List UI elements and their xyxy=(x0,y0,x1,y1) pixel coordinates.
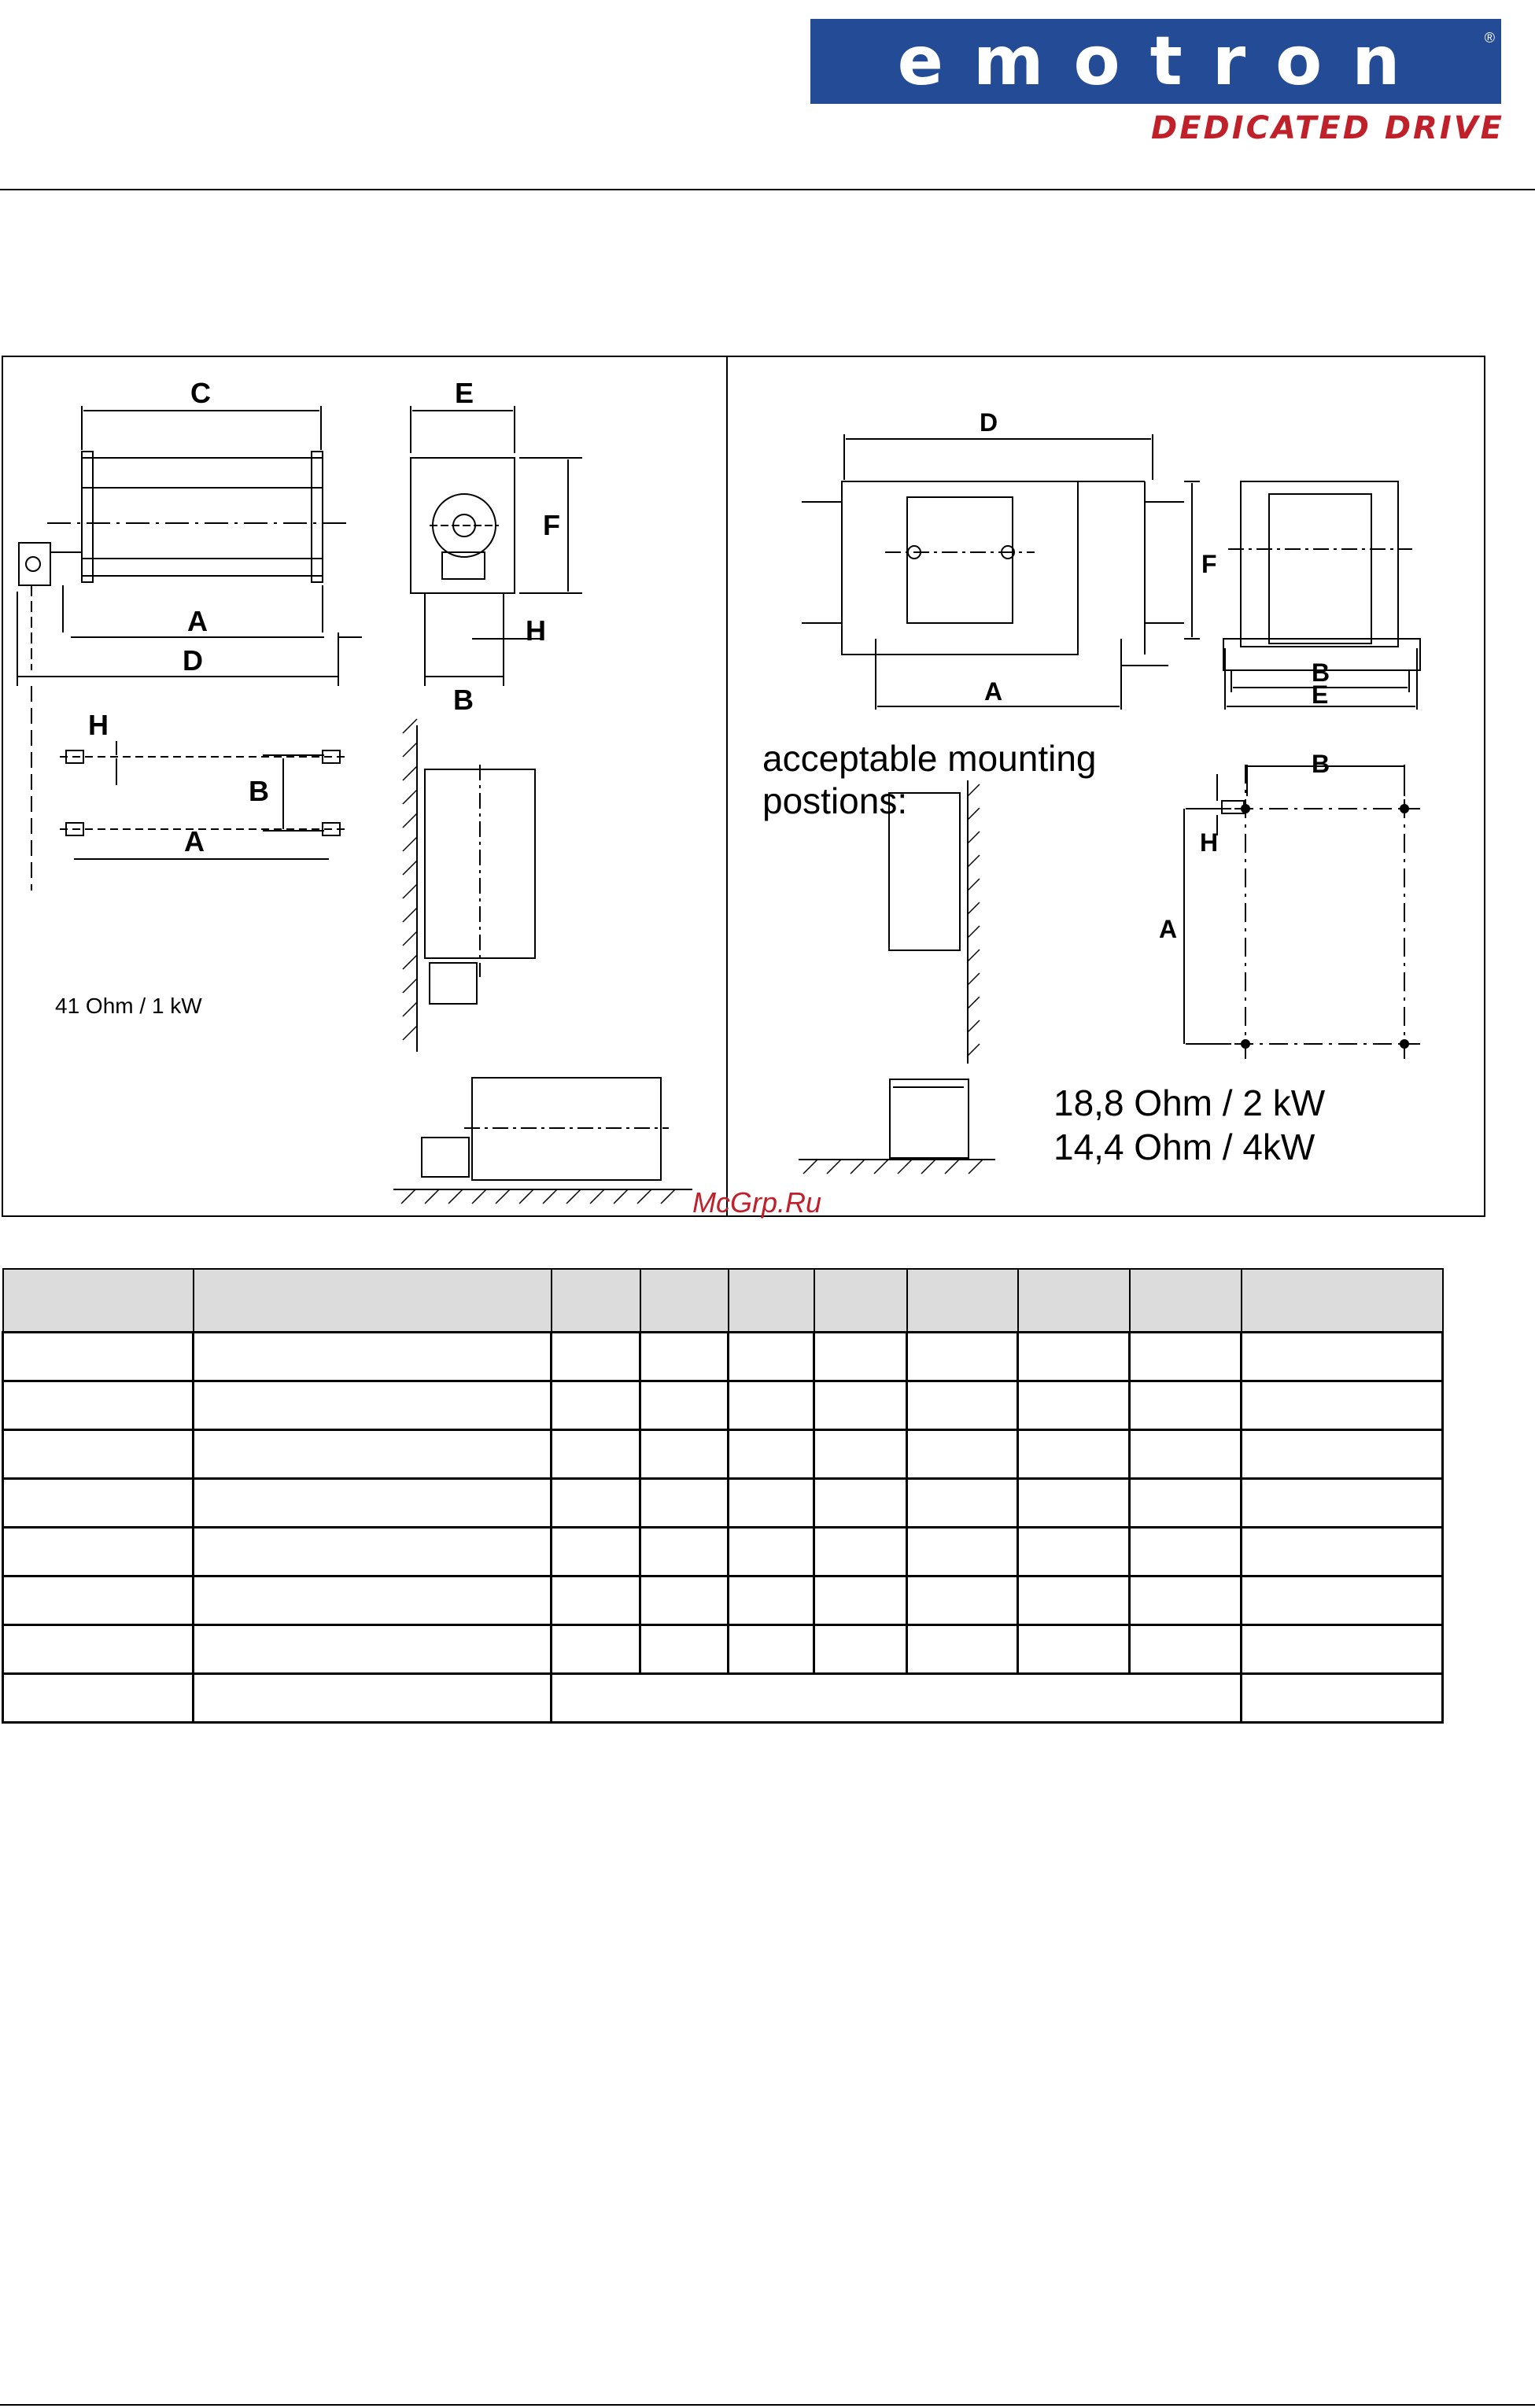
table-cell xyxy=(814,1381,907,1430)
table-cell xyxy=(1018,1576,1130,1625)
table-cell xyxy=(194,1381,552,1430)
dim-label-d: D xyxy=(980,408,998,437)
table-cell xyxy=(1018,1430,1130,1479)
table-header-cell xyxy=(1242,1269,1443,1333)
table-cell xyxy=(640,1625,729,1674)
table-cell xyxy=(907,1430,1018,1479)
table-cell xyxy=(814,1333,907,1381)
header-divider xyxy=(0,189,1535,190)
watermark: McGrp.Ru xyxy=(692,1186,822,1219)
table-cell xyxy=(814,1576,907,1625)
table-row xyxy=(3,1430,1443,1479)
table-row xyxy=(3,1381,1443,1430)
table-header-cell xyxy=(640,1269,729,1333)
table-cell xyxy=(729,1576,814,1625)
table-cell xyxy=(729,1528,814,1576)
table-cell xyxy=(1242,1674,1443,1723)
table-cell xyxy=(907,1528,1018,1576)
table-cell xyxy=(1018,1528,1130,1576)
table-cell xyxy=(640,1528,729,1576)
rating-2kw: 18,8 Ohm / 2 kW xyxy=(1053,1082,1326,1123)
table-cell xyxy=(3,1430,194,1479)
table-row xyxy=(3,1625,1443,1674)
table-cell xyxy=(814,1528,907,1576)
table-cell xyxy=(552,1625,640,1674)
table-cell xyxy=(1130,1381,1242,1430)
dim-label-a-hole: A xyxy=(1159,915,1178,943)
dim-label-b: B xyxy=(1312,658,1330,687)
table-cell xyxy=(814,1430,907,1479)
table-cell xyxy=(1130,1430,1242,1479)
table-cell xyxy=(3,1674,194,1723)
table-cell xyxy=(640,1381,729,1430)
table-row xyxy=(3,1333,1443,1381)
table-cell xyxy=(1130,1625,1242,1674)
table-header-cell xyxy=(1130,1269,1242,1333)
resistor-side-view xyxy=(1241,481,1398,647)
table-cell xyxy=(729,1333,814,1381)
dim-label-h-hole: H xyxy=(88,709,109,741)
mounting-note-line1: acceptable mounting xyxy=(762,738,1097,779)
resistor-front-view xyxy=(842,481,1078,655)
table-cell xyxy=(729,1430,814,1479)
table-cell xyxy=(907,1333,1018,1381)
floor-position-resistor xyxy=(890,1079,969,1158)
dim-label-b-hole: B xyxy=(249,775,269,807)
table-cell xyxy=(1242,1333,1443,1381)
brand-tagline: DEDICATED DRIVE xyxy=(1150,110,1504,146)
table-header-cell xyxy=(3,1269,194,1333)
table-cell xyxy=(1242,1430,1443,1479)
table-cell xyxy=(640,1333,729,1381)
dim-label-d: D xyxy=(183,644,203,677)
table-cell xyxy=(3,1333,194,1381)
resistor-drawing-1kw xyxy=(0,356,728,1217)
table-cell xyxy=(1130,1528,1242,1576)
dim-label-h: H xyxy=(526,614,546,647)
table-cell xyxy=(1242,1625,1443,1674)
table-cell xyxy=(194,1625,552,1674)
table-header-cell xyxy=(814,1269,907,1333)
table-cell xyxy=(1242,1576,1443,1625)
table-cell xyxy=(552,1430,640,1479)
table-cell xyxy=(1018,1381,1130,1430)
table-cell xyxy=(552,1479,640,1528)
dim-label-f: F xyxy=(1201,550,1217,578)
table-cell xyxy=(3,1381,194,1430)
dim-label-h-hole: H xyxy=(1200,828,1219,857)
footer-divider xyxy=(0,2404,1535,2406)
mounting-note-line2: postions: xyxy=(762,780,908,821)
table-cell xyxy=(640,1430,729,1479)
table-cell xyxy=(194,1528,552,1576)
table-cell xyxy=(3,1625,194,1674)
table-row xyxy=(3,1674,1443,1723)
table-header-cell xyxy=(552,1269,640,1333)
table-cell xyxy=(1130,1479,1242,1528)
table-cell xyxy=(729,1479,814,1528)
table-row xyxy=(3,1479,1443,1528)
spec-table xyxy=(2,1268,1444,1724)
dim-label-b: B xyxy=(453,684,474,716)
dim-label-f: F xyxy=(543,509,560,541)
table-cell xyxy=(907,1479,1018,1528)
table-cell xyxy=(3,1528,194,1576)
table-header-cell xyxy=(729,1269,814,1333)
table-cell xyxy=(907,1381,1018,1430)
table-row xyxy=(3,1576,1443,1625)
dim-label-b-hole: B xyxy=(1312,750,1330,778)
table-cell xyxy=(640,1576,729,1625)
table-cell xyxy=(552,1528,640,1576)
brand-wordmark: emotron xyxy=(897,22,1430,101)
resistor-drawing-2kw-4kw xyxy=(728,356,1485,1217)
registered-mark: ® xyxy=(1484,30,1495,46)
table-cell xyxy=(194,1674,552,1723)
table-cell xyxy=(907,1576,1018,1625)
table-cell xyxy=(814,1479,907,1528)
emotron-logo xyxy=(810,19,1501,104)
table-cell xyxy=(729,1381,814,1430)
table-cell xyxy=(194,1333,552,1381)
table-cell xyxy=(1242,1528,1443,1576)
table-cell xyxy=(1130,1576,1242,1625)
table-header-cell xyxy=(1018,1269,1130,1333)
table-cell xyxy=(552,1576,640,1625)
table-cell xyxy=(194,1430,552,1479)
dim-label-e: E xyxy=(1312,680,1329,709)
table-cell xyxy=(1018,1625,1130,1674)
table-cell xyxy=(552,1381,640,1430)
table-cell xyxy=(814,1625,907,1674)
table-cell xyxy=(194,1479,552,1528)
table-cell xyxy=(1242,1479,1443,1528)
dim-label-a: A xyxy=(984,677,1003,706)
table-cell xyxy=(552,1333,640,1381)
table-cell xyxy=(1242,1381,1443,1430)
dim-label-a-hole: A xyxy=(184,825,205,857)
dim-label-a: A xyxy=(187,605,208,637)
rating-4kw: 14,4 Ohm / 4kW xyxy=(1053,1127,1315,1167)
table-cell xyxy=(3,1479,194,1528)
table-cell xyxy=(194,1576,552,1625)
table-cell xyxy=(907,1625,1018,1674)
table-cell xyxy=(729,1625,814,1674)
table-row xyxy=(3,1528,1443,1576)
dim-label-e: E xyxy=(455,377,474,409)
table-cell xyxy=(640,1479,729,1528)
table-cell xyxy=(1018,1333,1130,1381)
table-cell xyxy=(1018,1479,1130,1528)
table-header-cell xyxy=(907,1269,1018,1333)
table-header-row xyxy=(3,1269,1443,1333)
dim-label-c: C xyxy=(190,377,211,409)
table-cell xyxy=(3,1576,194,1625)
table-header-cell xyxy=(194,1269,552,1333)
rating-caption-1kw: 41 Ohm / 1 kW xyxy=(55,994,202,1018)
table-cell-merged xyxy=(552,1674,1242,1723)
terminal-box xyxy=(19,543,50,585)
table-cell xyxy=(1130,1333,1242,1381)
